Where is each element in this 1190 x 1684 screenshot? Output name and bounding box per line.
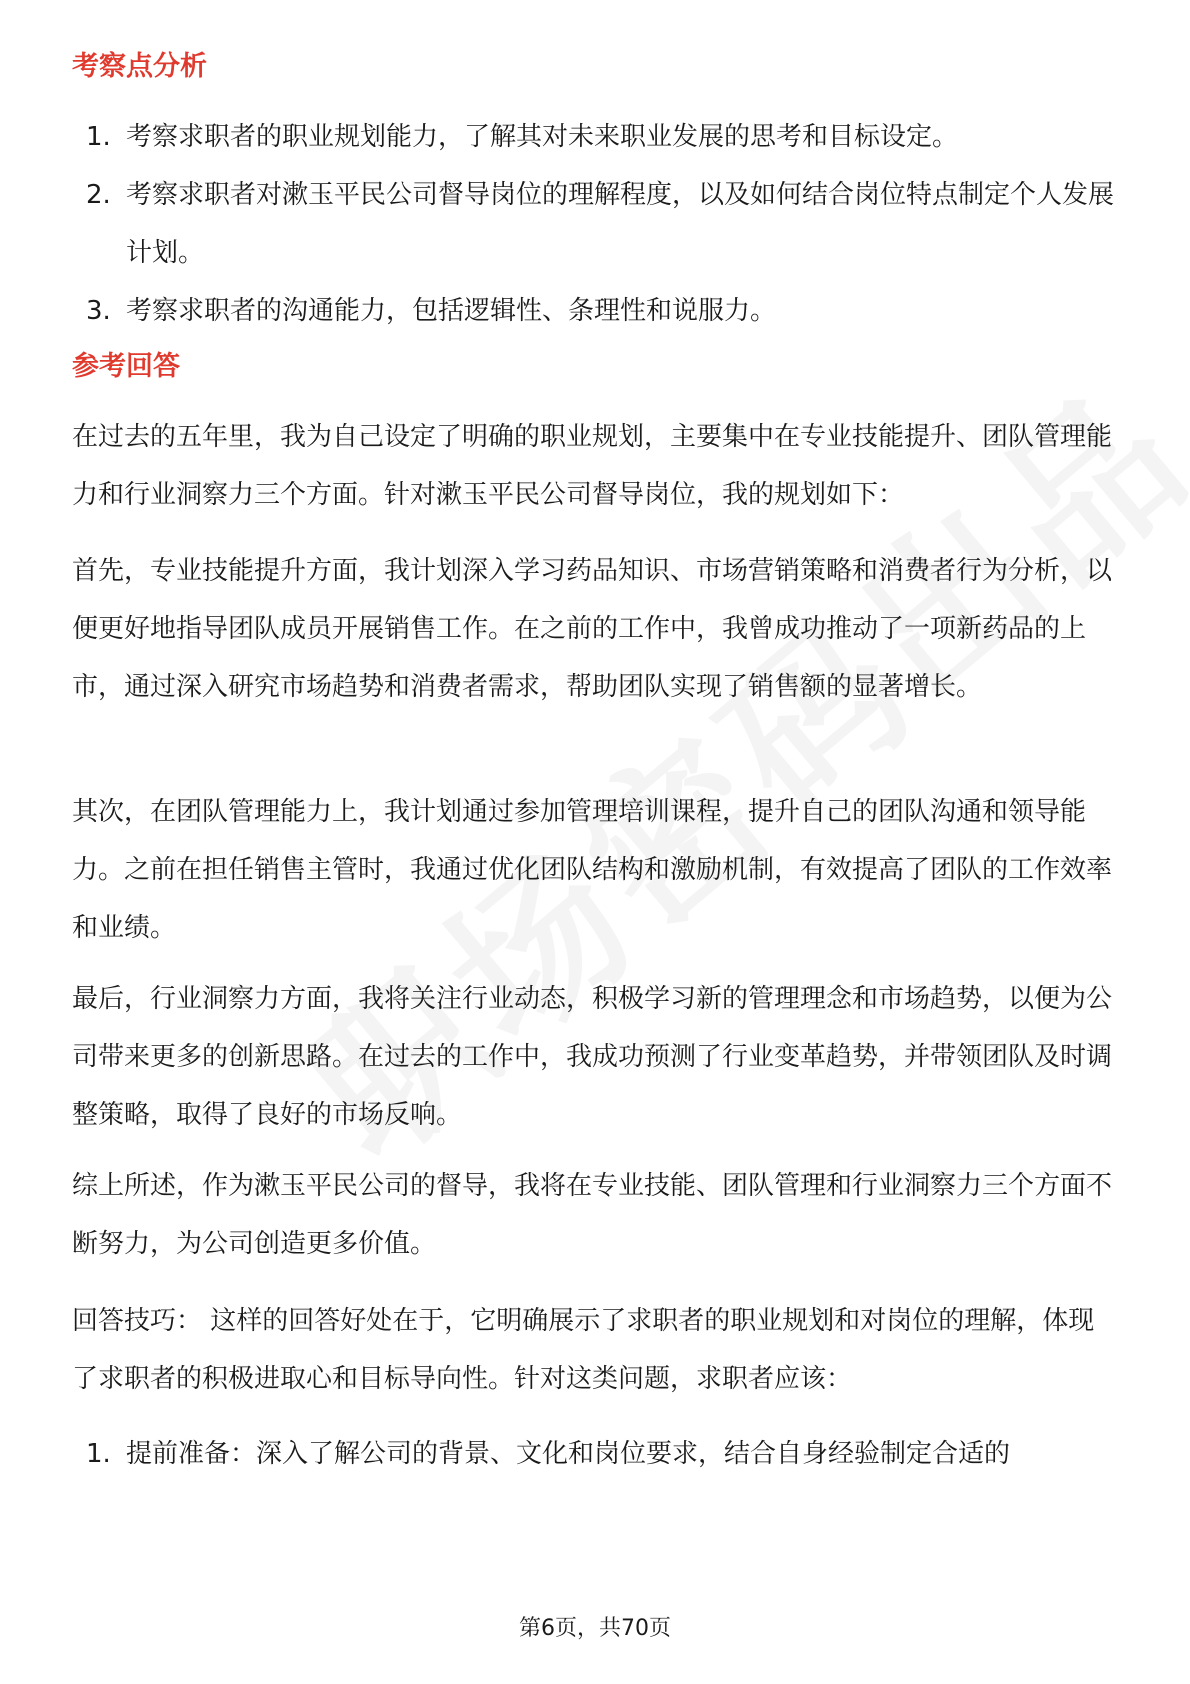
list-item: 1. 提前准备：深入了解公司的背景、文化和岗位要求，结合自身经验制定合适的	[86, 1439, 1011, 1469]
list-item: 3. 考察求职者的沟通能力，包括逻辑性、条理性和说服力。	[86, 296, 777, 326]
analysis-list	[72, 108, 1122, 340]
answer-paragraph-skills: 首先，专业技能提升方面，我计划深入学习药品知识、市场营销策略和消费者行为分析，以便更好地指导团队成员开展销售工作。在之前的工作中，我曾成功推动了一项新药品的上市，通过深入研究市场趋势和消费者需求，帮助团队实现了销售额的显著增长。	[72, 556, 1113, 702]
answer-paragraph-summary: 综上所述，作为漱玉平民公司的督导，我将在专业技能、团队管理和行业洞察力三个方面不断努力，为公司创造更多价值。	[72, 1171, 1113, 1259]
answer-paragraph-management: 其次，在团队管理能力上，我计划通过参加管理培训课程，提升自己的团队沟通和领导能力。之前在担任销售主管时，我通过优化团队结构和激励机制，有效提高了团队的工作效率和业绩。	[72, 797, 1113, 943]
analysis-heading: 考察点分析	[72, 51, 207, 82]
answer-paragraph-insight: 最后，行业洞察力方面，我将关注行业动态，积极学习新的管理理念和市场趋势，以便为公司带来更多的创新思路。在过去的工作中，我成功预测了行业变革趋势，并带领团队及时调整策略，取得了良好的市场反响。	[72, 984, 1113, 1130]
answer-tips-paragraph: 回答技巧： 这样的回答好处在于，它明确展示了求职者的职业规划和对岗位的理解，体现了求职者的积极进取心和目标导向性。针对这类问题，求职者应该：	[72, 1306, 1095, 1394]
answer-heading: 参考回答	[72, 351, 180, 382]
tips-list	[72, 1425, 1122, 1483]
list-item: 1. 考察求职者的职业规划能力，了解其对未来职业发展的思考和目标设定。	[86, 122, 959, 152]
answer-paragraph-intro: 在过去的五年里，我为自己设定了明确的职业规划，主要集中在专业技能提升、团队管理能力和行业洞察力三个方面。针对漱玉平民公司督导岗位，我的规划如下：	[72, 422, 1113, 510]
page-number: 第6页，共70页	[519, 1616, 671, 1641]
list-item: 2. 考察求职者对漱玉平民公司督导岗位的理解程度，以及如何结合岗位特点制定个人发展计划。	[86, 180, 1115, 268]
